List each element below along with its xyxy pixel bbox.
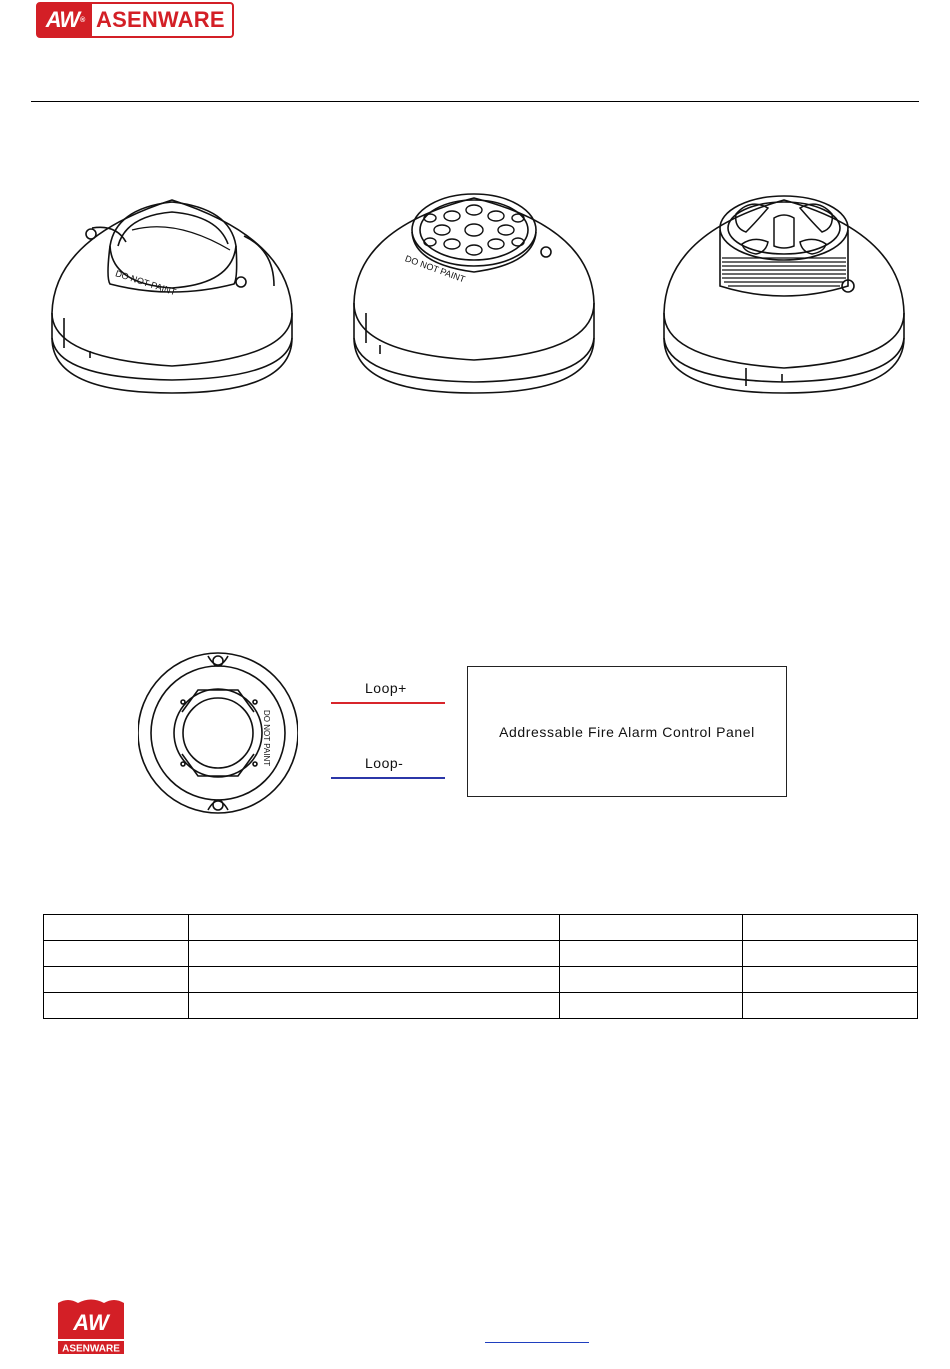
- table-cell: [44, 915, 189, 941]
- detector-base-top-view: [138, 640, 298, 828]
- logo-text: ASENWARE: [96, 7, 225, 32]
- table-cell: [189, 941, 560, 967]
- loop-plus-label: Loop+: [365, 680, 407, 696]
- control-panel-box: [467, 666, 787, 797]
- header-divider: [31, 101, 919, 102]
- detector-engraving: DO NOT PAINT: [403, 253, 467, 285]
- brand-logo: [36, 2, 234, 38]
- control-panel-label: Addressable Fire Alarm Control Panel: [499, 723, 755, 740]
- loop-minus-wire: [331, 777, 445, 779]
- base-engraving: DO NOT PAINT: [262, 710, 271, 767]
- loop-plus-wire: [331, 702, 445, 704]
- table-cell: [189, 993, 560, 1019]
- table-cell: [189, 915, 560, 941]
- table-cell: [44, 993, 189, 1019]
- footer-logo: [56, 1299, 126, 1355]
- table-cell: [560, 967, 743, 993]
- spec-table: [43, 914, 918, 1019]
- multi-sensor-detector-illustration: [658, 188, 910, 394]
- table-cell: [44, 941, 189, 967]
- table-row: [44, 967, 918, 993]
- detector-engraving: DO NOT PAINT: [114, 268, 178, 298]
- footer-logo-text: ASENWARE: [62, 1343, 120, 1355]
- table-cell: [560, 915, 743, 941]
- footer-logo-mark: AW: [73, 1310, 109, 1335]
- table-cell: [189, 967, 560, 993]
- table-cell: [743, 915, 918, 941]
- heat-detector-illustration: [348, 188, 600, 394]
- logo-mark: AW ®: [38, 4, 92, 36]
- table-cell: [743, 993, 918, 1019]
- smoke-detector-illustration: [46, 188, 298, 394]
- table-cell: [44, 967, 189, 993]
- table-cell: [560, 993, 743, 1019]
- table-row: [44, 941, 918, 967]
- table-cell: [743, 967, 918, 993]
- loop-minus-label: Loop-: [365, 755, 404, 771]
- table-row: [44, 993, 918, 1019]
- footer-website-link[interactable]: [485, 1330, 589, 1343]
- table-cell: [743, 941, 918, 967]
- table-cell: [560, 941, 743, 967]
- table-row: [44, 915, 918, 941]
